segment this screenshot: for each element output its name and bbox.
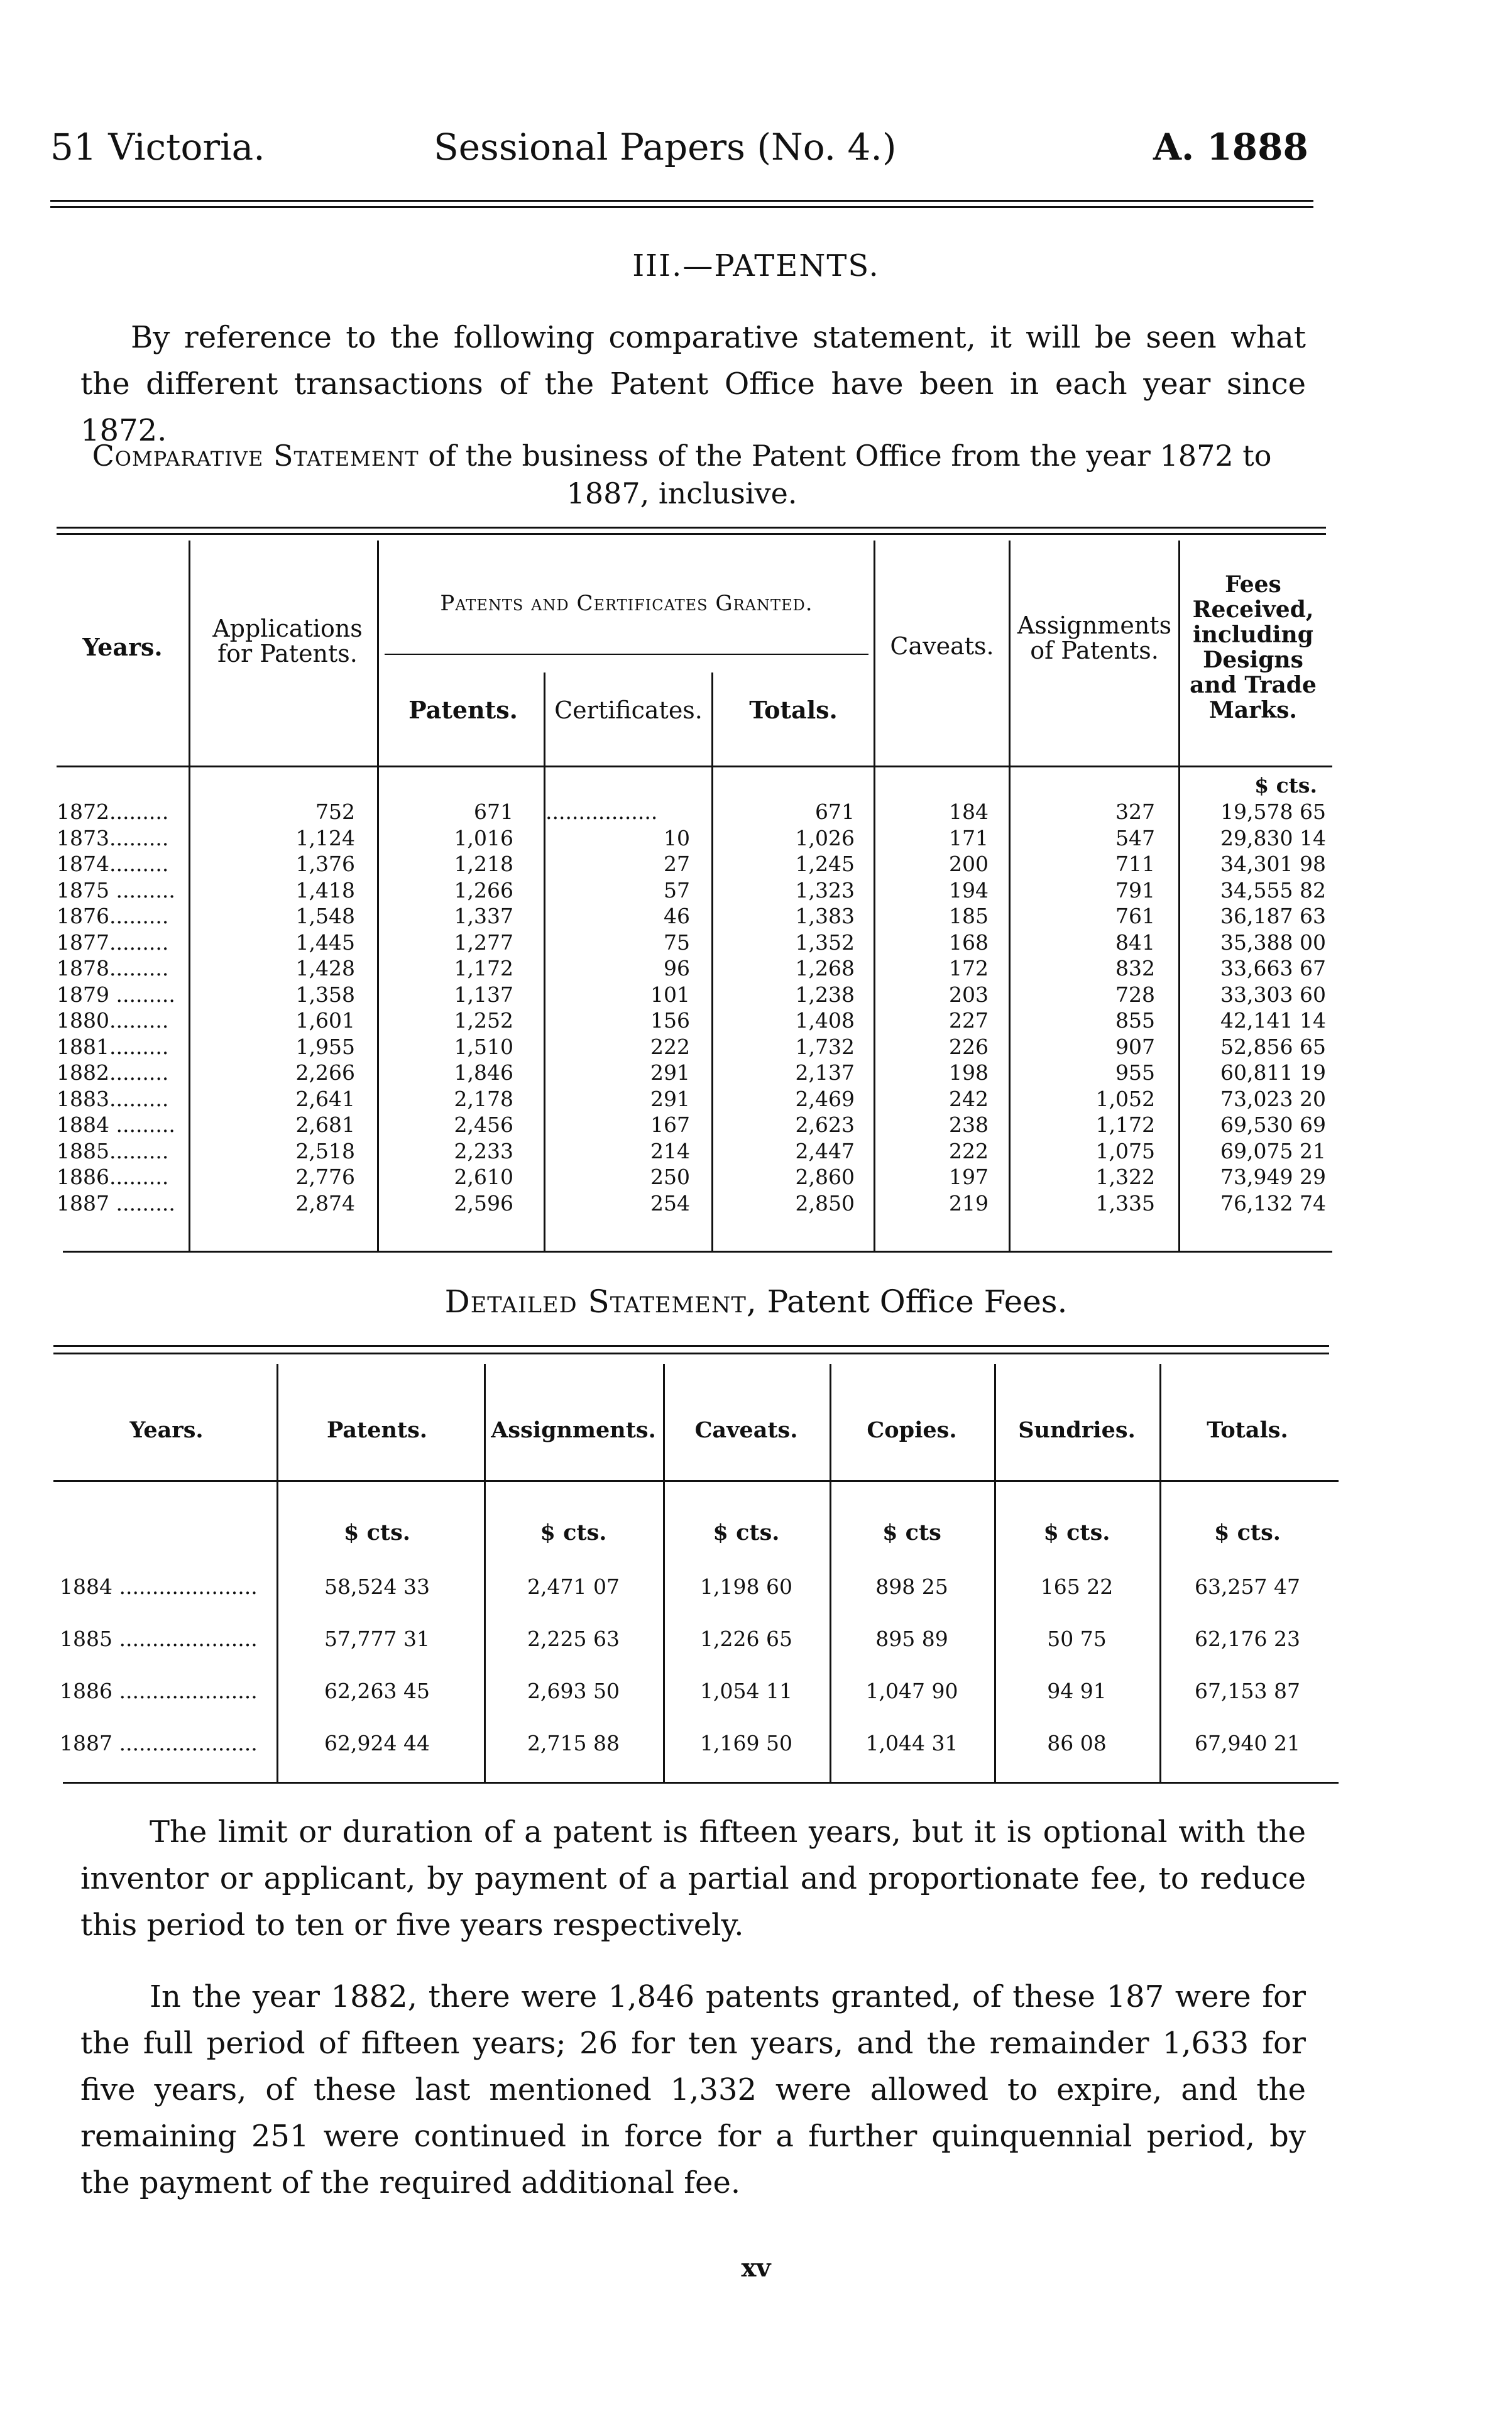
det-cell-sundries: 165 22 [1040,1574,1114,1599]
det-header-caveats: Caveats. [694,1417,798,1443]
comp-cell-year: 1877......... [57,930,169,955]
detailed-caption-text: Patent Office Fees. [757,1283,1068,1320]
comp-cell-fees: 69,530 69 [1220,1112,1326,1137]
det-rule-top2 [53,1353,1329,1354]
comp-cell-fees: 52,856 65 [1220,1034,1326,1059]
header-left: 51 Victoria. [50,126,265,168]
comp-cell-totals: 2,850 [795,1190,855,1216]
col-group-granted: Patents and Certificates Granted. [440,591,813,616]
comp-cell-patents: 2,596 [454,1190,513,1216]
det-cell-patents: 58,524 33 [324,1574,430,1599]
comp-cell-patents: 1,266 [454,877,513,903]
comp-cell-applications: 752 [315,799,355,824]
comp-cell-fees: 76,132 74 [1220,1190,1326,1216]
comp-cell-totals: 671 [815,799,855,824]
comp-cell-assignments: 907 [1115,1034,1155,1059]
comp-cell-certificates: 101 [650,982,690,1007]
comp-cell-year: 1872......... [57,799,169,824]
comp-cell-fees: 35,388 00 [1220,930,1326,955]
det-cell-totals: 63,257 47 [1195,1574,1300,1599]
comp-cell-patents: 1,172 [454,956,513,980]
det-units-assignments: $ cts. [540,1520,607,1545]
comp-cell-caveats: 198 [949,1060,989,1085]
comp-cell-patents: 1,510 [454,1034,513,1059]
comp-cell-caveats: 194 [949,877,989,903]
comp-cell-assignments: 761 [1115,904,1155,928]
comp-cell-year: 1879 ......... [57,982,175,1007]
comp-cell-totals: 2,860 [795,1165,855,1189]
comparative-caption [50,437,1313,512]
col-applications: Applications for Patents. [212,615,363,667]
comp-cell-patents: 2,456 [454,1112,513,1137]
comp-cell-applications: 1,548 [295,904,355,928]
comp-cell-fees: 29,830 14 [1220,825,1326,850]
det-cell-patents: 57,777 31 [324,1627,430,1651]
det-cell-caveats: 1,054 11 [700,1679,792,1703]
comp-rule-group [385,654,868,655]
col-caveats: Caveats. [890,632,994,660]
det-header-assignments: Assignments. [491,1417,656,1443]
comp-rule-bottom [63,1251,1332,1253]
det-vline-5 [994,1364,996,1782]
det-units-totals: $ cts. [1214,1520,1281,1545]
comp-cell-assignments: 841 [1115,930,1155,955]
comp-cell-caveats: 197 [949,1165,989,1189]
comp-cell-totals: 1,408 [795,1008,855,1033]
det-cell-sundries: 50 75 [1047,1627,1107,1651]
comp-rule-top2 [57,533,1326,535]
col-certificates: Certificates. [554,696,703,724]
det-cell-years: 1887 ..................... [60,1731,258,1755]
comp-vline-2 [377,541,379,1251]
comp-cell-year: 1886......... [57,1165,169,1189]
comp-cell-applications: 2,776 [295,1165,355,1189]
comp-cell-year: 1875 ......... [57,877,175,903]
comp-cell-year: 1882......... [57,1060,169,1085]
det-cell-caveats: 1,169 50 [700,1731,792,1755]
comp-cell-certificates: 291 [650,1060,690,1085]
det-cell-caveats: 1,226 65 [700,1627,792,1651]
comp-cell-certificates: 291 [650,1086,690,1111]
comp-rule-header [57,766,1332,767]
comp-cell-assignments: 711 [1115,852,1155,876]
comparative-caption-text: of the business of the Patent Office from the year 1872 to 1887, inclusive. [419,439,1272,510]
comp-cell-patents: 1,252 [454,1008,513,1033]
comp-cell-assignments: 1,172 [1095,1112,1155,1137]
det-cell-years: 1885 ..................... [60,1627,258,1651]
comp-cell-caveats: 184 [949,799,989,824]
comp-cell-certificates: 250 [650,1165,690,1189]
comp-cell-caveats: 238 [949,1112,989,1137]
det-header-patents: Patents. [327,1417,427,1443]
det-vline-4 [830,1364,831,1782]
comp-cell-assignments: 1,075 [1095,1138,1155,1163]
comp-cell-totals: 1,238 [795,982,855,1007]
comp-cell-patents: 2,233 [454,1138,513,1163]
det-header-years: Years. [129,1417,204,1443]
comp-cell-fees: 73,949 29 [1220,1165,1326,1189]
det-cell-sundries: 86 08 [1047,1731,1107,1755]
comp-cell-fees: 36,187 63 [1220,904,1326,928]
comp-cell-patents: 1,846 [454,1060,513,1085]
comp-cell-totals: 1,732 [795,1034,855,1059]
det-cell-totals: 67,153 87 [1195,1679,1300,1703]
comp-cell-fees: 73,023 20 [1220,1086,1326,1111]
comp-cell-applications: 2,874 [295,1190,355,1216]
det-header-copies: Copies. [867,1417,957,1443]
comp-cell-caveats: 219 [949,1190,989,1216]
comp-cell-patents: 1,016 [454,825,513,850]
intro-paragraph: By reference to the following comparative statement, it will be seen what the different transactions of the Patent Office have been in each year since 1872. [80,320,1306,448]
comparative-caption-title: Comparative Statement [92,439,419,473]
det-units-caveats: $ cts. [713,1520,780,1545]
detailed-caption-title: Detailed Statement, [444,1283,757,1320]
det-rule-header [53,1480,1339,1482]
det-cell-copies: 1,047 90 [865,1679,958,1703]
comp-cell-certificates: 57 [664,877,690,903]
comp-cell-assignments: 955 [1115,1060,1155,1085]
section-title: III.—PATENTS. [632,248,880,283]
col-fees: Fees Received, including Designs and Trade Marks. [1190,571,1317,723]
comp-cell-year: 1873......... [57,825,169,850]
comp-cell-certificates: 167 [650,1112,690,1137]
comp-cell-fees: 33,663 67 [1220,956,1326,980]
comp-cell-assignments: 547 [1115,825,1155,850]
comp-cell-totals: 2,137 [795,1060,855,1085]
comp-cell-caveats: 171 [949,825,989,850]
comp-cell-patents: 2,178 [454,1086,513,1111]
comp-cell-certificates: 222 [650,1034,690,1059]
comp-cell-year: 1876......... [57,904,169,928]
comp-cell-fees: 60,811 19 [1220,1060,1326,1085]
det-header-sundries: Sundries. [1018,1417,1136,1443]
comp-cell-caveats: 203 [949,982,989,1007]
comp-cell-certificates: 96 [664,956,690,980]
det-cell-caveats: 1,198 60 [700,1574,792,1599]
comp-cell-certificates: 254 [650,1190,690,1216]
det-cell-copies: 895 89 [875,1627,948,1651]
comp-cell-applications: 1,376 [295,852,355,876]
comp-cell-patents: 1,337 [454,904,513,928]
comp-cell-year: 1883......... [57,1086,169,1111]
det-cell-copies: 898 25 [875,1574,948,1599]
det-units-sundries: $ cts. [1043,1520,1110,1545]
header-rule-bottom [50,206,1313,208]
comp-cell-certificates: ................. [545,799,658,824]
comp-cell-totals: 1,383 [795,904,855,928]
comp-cell-caveats: 185 [949,904,989,928]
det-cell-assignments: 2,715 88 [527,1731,620,1755]
det-units-copies: $ cts [882,1520,941,1545]
det-vline-1 [277,1364,278,1782]
duration-paragraph: The limit or duration of a patent is fifteen years, but it is optional with the inventor or applicant, by payment of a partial and proportionate fee, to reduce this period to ten or five years respectively. [80,1814,1306,1943]
comp-cell-assignments: 1,052 [1095,1086,1155,1111]
comp-cell-applications: 2,266 [295,1060,355,1085]
comp-cell-certificates: 75 [664,930,690,955]
comp-cell-assignments: 1,322 [1095,1165,1155,1189]
comp-cell-patents: 1,218 [454,852,513,876]
comp-cell-totals: 1,245 [795,852,855,876]
comp-cell-certificates: 156 [650,1008,690,1033]
col-totals: Totals. [749,696,838,724]
comp-vline-1 [189,541,190,1251]
fees-units: $ cts. [1254,773,1317,798]
comp-cell-applications: 2,641 [295,1086,355,1111]
comp-cell-caveats: 200 [949,852,989,876]
year-1882-paragraph: In the year 1882, there were 1,846 patents granted, of these 187 were for the full period of fifteen years; 26 for ten years, and the remainder 1,633 for five years, of these last mentioned 1,332 were allowed to expire, and the remaining 251 were continued in force for a further quinquennial period, by the payment of the required additional fee. [80,1979,1306,2200]
comp-cell-patents: 1,137 [454,982,513,1007]
comp-cell-assignments: 327 [1115,799,1155,824]
det-cell-years: 1886 ..................... [60,1679,258,1703]
det-rule-bottom [63,1782,1339,1784]
comp-cell-totals: 2,469 [795,1086,855,1111]
comp-cell-assignments: 791 [1115,877,1155,903]
header-center: Sessional Papers (No. 4.) [434,126,897,168]
comp-cell-assignments: 832 [1115,956,1155,980]
page-number: xv [741,2253,771,2283]
det-cell-years: 1884 ..................... [60,1574,258,1599]
det-header-totals: Totals. [1207,1417,1288,1443]
comp-cell-caveats: 172 [949,956,989,980]
comp-cell-year: 1881......... [57,1034,169,1059]
comp-cell-applications: 2,518 [295,1138,355,1163]
col-years: Years. [82,633,163,661]
comp-cell-assignments: 728 [1115,982,1155,1007]
comp-cell-year: 1878......... [57,956,169,980]
det-cell-copies: 1,044 31 [865,1731,958,1755]
comp-cell-totals: 2,623 [795,1112,855,1137]
header-rule-top [50,200,1313,202]
comp-cell-applications: 1,955 [295,1034,355,1059]
comp-cell-applications: 2,681 [295,1112,355,1137]
comp-cell-totals: 1,352 [795,930,855,955]
det-cell-totals: 67,940 21 [1195,1731,1300,1755]
comp-cell-applications: 1,601 [295,1008,355,1033]
comp-cell-totals: 1,268 [795,956,855,980]
comp-cell-certificates: 46 [664,904,690,928]
det-cell-assignments: 2,693 50 [527,1679,620,1703]
det-vline-2 [484,1364,486,1782]
det-units-patents: $ cts. [344,1520,410,1545]
detailed-caption [0,1283,1512,1320]
comp-cell-applications: 1,428 [295,956,355,980]
det-vline-6 [1159,1364,1161,1782]
comp-cell-certificates: 214 [650,1138,690,1163]
det-cell-sundries: 94 91 [1047,1679,1107,1703]
comp-cell-year: 1885......... [57,1138,169,1163]
comp-cell-certificates: 27 [664,852,690,876]
comp-cell-totals: 2,447 [795,1138,855,1163]
comp-cell-assignments: 855 [1115,1008,1155,1033]
comp-cell-totals: 1,026 [795,825,855,850]
comp-rule-top1 [57,527,1326,529]
det-cell-patents: 62,263 45 [324,1679,430,1703]
comp-cell-fees: 19,578 65 [1220,799,1326,824]
comp-cell-caveats: 226 [949,1034,989,1059]
det-cell-assignments: 2,471 07 [527,1574,620,1599]
comp-cell-patents: 2,610 [454,1165,513,1189]
comp-cell-totals: 1,323 [795,877,855,903]
comp-cell-assignments: 1,335 [1095,1190,1155,1216]
col-patents: Patents. [408,696,518,724]
comp-cell-year: 1880......... [57,1008,169,1033]
comp-cell-fees: 34,301 98 [1220,852,1326,876]
comp-cell-fees: 69,075 21 [1220,1138,1326,1163]
comp-cell-certificates: 10 [664,825,690,850]
comp-cell-year: 1887 ......... [57,1190,175,1216]
det-rule-top1 [53,1345,1329,1347]
comp-cell-patents: 1,277 [454,930,513,955]
comp-cell-applications: 1,418 [295,877,355,903]
comp-cell-caveats: 168 [949,930,989,955]
comp-cell-applications: 1,445 [295,930,355,955]
det-cell-patents: 62,924 44 [324,1731,430,1755]
col-assignments: Assignments of Patents. [1017,612,1172,664]
comp-cell-caveats: 227 [949,1008,989,1033]
det-cell-totals: 62,176 23 [1195,1627,1300,1651]
header-right: A. 1888 [1153,126,1308,168]
comp-cell-patents: 671 [474,799,513,824]
comp-cell-applications: 1,358 [295,982,355,1007]
comp-cell-fees: 42,141 14 [1220,1008,1326,1033]
det-cell-assignments: 2,225 63 [527,1627,620,1651]
comp-cell-fees: 33,303 60 [1220,982,1326,1007]
comp-cell-caveats: 242 [949,1086,989,1111]
comp-cell-applications: 1,124 [295,825,355,850]
comp-cell-year: 1874......... [57,852,169,876]
comp-cell-caveats: 222 [949,1138,989,1163]
comp-cell-fees: 34,555 82 [1220,877,1326,903]
det-vline-3 [663,1364,665,1782]
comp-cell-year: 1884 ......... [57,1112,175,1137]
